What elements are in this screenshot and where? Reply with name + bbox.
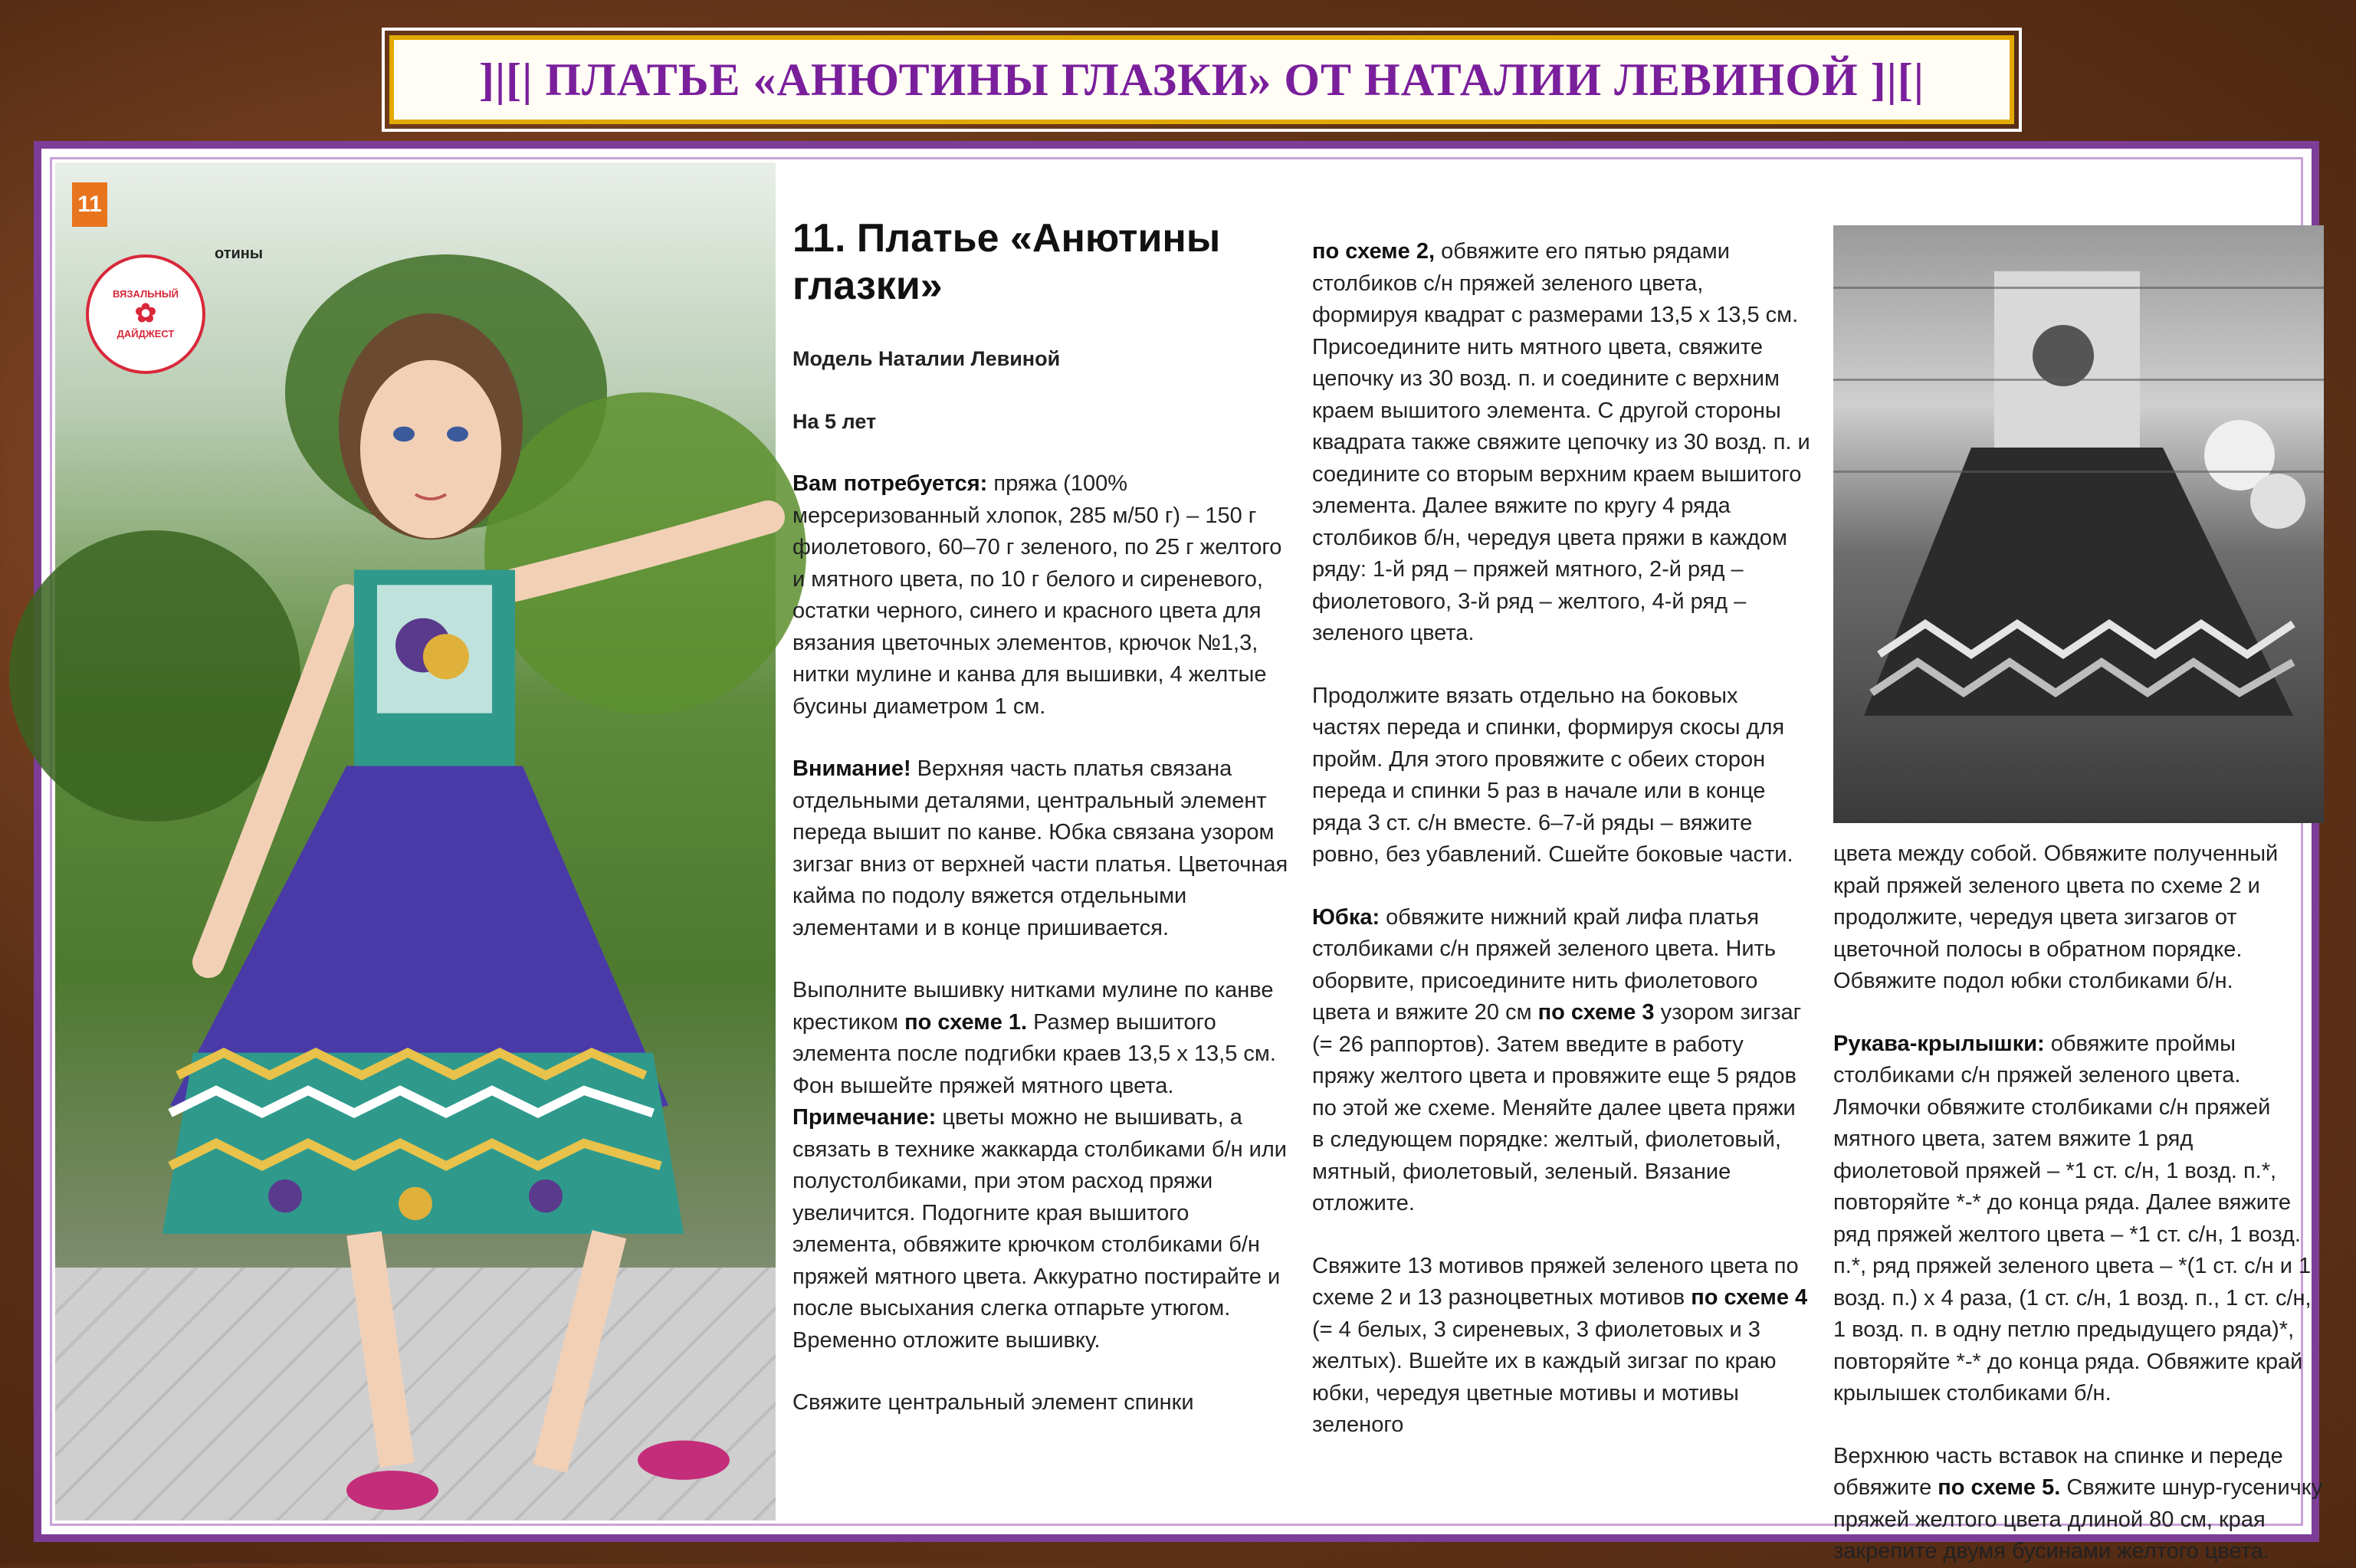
text-column-1 xyxy=(792,215,1291,1419)
text-column-2 xyxy=(1312,236,1810,1442)
age-line: На 5 лет xyxy=(792,409,877,433)
corner-label: отины xyxy=(215,245,263,262)
armholes-paragraph: Продолжите вязать отдельно на боковых частях переда и спинки, формируя скосы для пройм. Для этого провяжите с обеих сторон переда и спинки 5 раз в начале или в конце ряда 3 ст. с/н вместе. 6–7-й ряды – вяжите ровно, без убавлений. Сшейте боковые части. xyxy=(1312,683,1793,867)
magazine-frame xyxy=(34,141,2323,1563)
magazine-page xyxy=(52,159,2323,1563)
motifs-paragraph: Свяжите 13 мотивов пряжей зеленого цвета по схеме 2 и 13 разноцветных мотивов по схеме 4 (= 4 белых, 3 сиреневых, 3 фиолетовых и 3 желтых). Вшейте их в каждый зигзаг по краю юбки, чередуя цветные мотивы и мотивы зеленого xyxy=(1312,1253,1808,1437)
embroidery-paragraph: Выполните вышивку нитками мулине по канве крестиком по схеме 1. Размер вышитого элемента после подгибки краев 13,5 х 13,5 см. Фон вышейте пряжей мятного цвета. Примечание: цветы можно не вышивать, а связать в технике жаккарда столбиками б/н или полустолбиками, при этом расход пряжи увеличится. Подогните края вышитого элемента, обвяжите крючком столбиками б/н пряжей мятного цвета. Аккуратно постирайте и после высыхания слегка отпарьте утюгом. Временно отложите вышивку. xyxy=(792,978,1287,1353)
final-paragraph: Верхнюю часть вставок на спинке и переде обвяжите по схеме 5. Свяжите шнур-гусеничку пряжей желтого цвета длиной 80 см, края закрепите двумя бусинами желтого цвета. xyxy=(1833,1443,2323,1563)
title-banner xyxy=(389,35,2014,124)
logo-line-2: ДАЙДЖЕСТ xyxy=(116,327,175,340)
article-title: 11. Платье «Анютины глазки» xyxy=(792,216,1221,308)
sleeves-paragraph: Рукава-крылышки: обвяжите проймы столбиками с/н пряжей зеленого цвета. Лямочки обвяжите столбиками с/н пряжей мятного цвета, затем вяжите 1 ряд фиолетовой пряжей – *1 ст. с/н, 1 возд. п.*, повторяйте *-* до конца ряда. Далее вяжите ряд пряжей желтого цвета – *1 ст. с/н, 1 возд. п.*, ряд пряжей зеленого цвета – *(1 ст. с/н и 1 возд. п.) х 4 раза, (1 ст. с/н, 1 возд. п., 1 ст. с/н, 1 возд. п. в одну петлю предыдущего ряда)*, повторяйте *-* до конца ряда. Обвяжите край крылышек столбиками б/н. xyxy=(1833,1031,2312,1406)
zigzag-paragraph: цвета между собой. Обвяжите полученный край пряжей зеленого цвета по схеме 2 и продолжите, чередуя цвета зигзагов от цветочной полосы в обратном порядке. Обвяжите подол юбки столбиками б/н. xyxy=(1833,841,2279,993)
dress-bw-photo xyxy=(1833,225,2324,823)
skirt-paragraph: Юбка: обвяжите нижний край лифа платья столбиками с/н пряжей зеленого цвета. Нить оборвите, присоедините нить фиолетового цвета и вяжите 20 см по схеме 3 узором зигзаг (= 26 раппортов). Затем введите в работу пряжу желтого цвета и провяжите еще 5 рядов по этой же схеме. Меняйте далее цвета пряжи в следующем порядке: желтый, фиолетовый, мятный, фиолетовый, зеленый. Вязание отложите. xyxy=(1312,904,1802,1215)
back-element-paragraph: Свяжите центральный элемент спинки xyxy=(792,1390,1194,1415)
text-column-3 xyxy=(1833,838,2324,1568)
materials-paragraph: Вам потребуется: пряжа (100% мерсеризованный хлопок, 285 м/50 г) – 150 г фиолетового, 60–70 г зеленого, по 25 г желтого и мятного цвета, по 10 г белого и сиреневого, остатки черного, синего и красного цвета для вязания цветочных элементов, крючок №1,3, нитки мулине и канва для вышивки, 4 желтые бусины диаметром 1 см. xyxy=(792,471,1282,719)
logo-ball-icon: ✿ xyxy=(134,299,157,329)
banner-title: ]|[| ПЛАТЬЕ «АНЮТИНЫ ГЛАЗКИ» ОТ НАТАЛИИ ЛЕВИНОЙ ]|[| xyxy=(478,54,1925,105)
dress-photo xyxy=(55,162,776,1520)
page-number: 11 xyxy=(72,182,107,227)
attention-paragraph: Внимание! Верхняя часть платья связана отдельными деталями, центральный элемент переда вышит по канве. Юбка связана узором зигзаг вниз от верхней части платья. Цветочная кайма по подолу вяжется отдельными элементами и в конце пришивается. xyxy=(792,756,1288,940)
author-line: Модель Наталии Левиной xyxy=(792,347,1061,370)
digest-logo xyxy=(86,254,205,374)
scheme2-paragraph: по схеме 2, обвяжите его пятью рядами столбиков с/н пряжей зеленого цвета, формируя квадрат с размерами 13,5 х 13,5 см. Присоедините нить мятного цвета, свяжите цепочку из 30 возд. п. и соедините с верхним краем вышитого элемента. С другой стороны квадрата также свяжите цепочку из 30 возд. п. и соедините со вторым верхним краем вышитого элемента. Далее вяжите по кругу 4 ряда столбиков б/н, чередуя цвета пряжи в каждом ряду: 1-й ряд – пряжей мятного, 2-й ряд – фиолетового, 3-й ряд – желтого, 4-й ряд – зеленого цвета. xyxy=(1312,239,1810,645)
logo-line-1: ВЯЗАЛЬНЫЙ xyxy=(112,288,179,300)
dress-bw-illustration xyxy=(1833,225,2324,823)
